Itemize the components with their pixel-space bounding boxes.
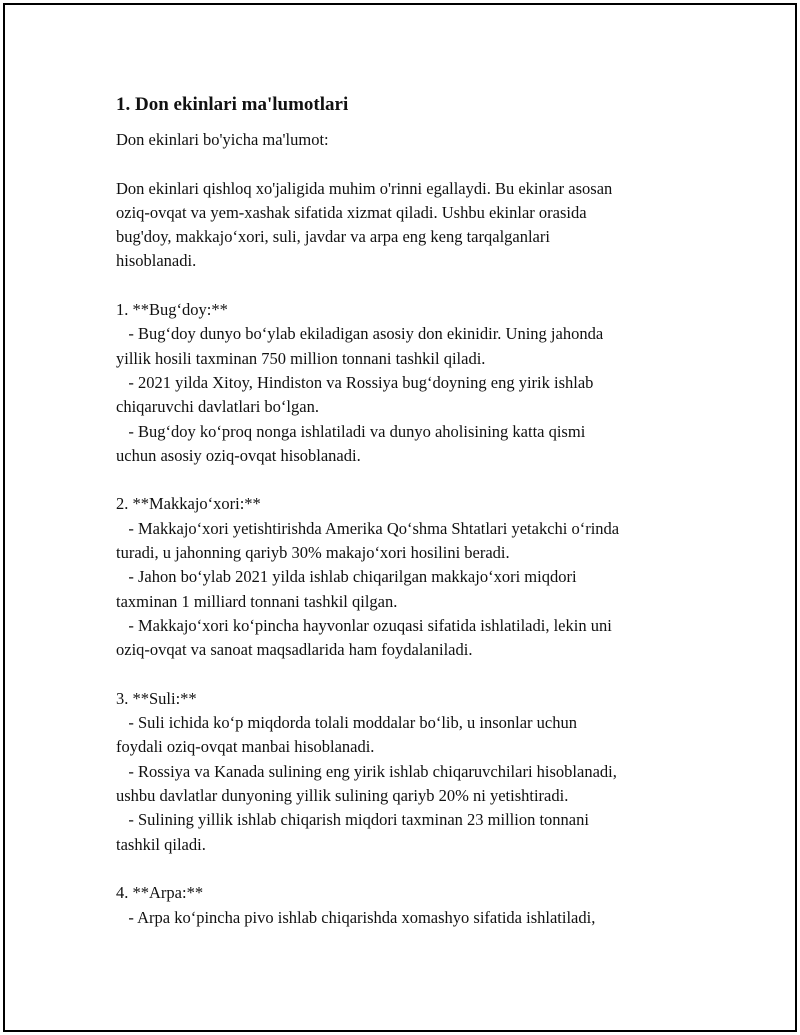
text-line: - Jahon bo‘ylab 2021 yilda ishlab chiqarilgan makkajo‘xori miqdori bbox=[116, 567, 577, 587]
text-line: chiqaruvchi davlatlari bo‘lgan. bbox=[116, 397, 319, 417]
blank-line bbox=[116, 468, 696, 492]
text-line: turadi, u jahonning qariyb 30% makajo‘xori hosilini beradi. bbox=[116, 543, 510, 563]
blank-line bbox=[116, 274, 696, 298]
text-line: hisoblanadi. bbox=[116, 251, 197, 271]
text-line: - Suli ichida ko‘p miqdorda tolali moddalar bo‘lib, u insonlar uchun bbox=[116, 713, 578, 733]
text-line: tashkil qiladi. bbox=[116, 834, 206, 854]
text-line: - 2021 yilda Xitoy, Hindiston va Rossiya bug‘doyning eng yirik ishlab bbox=[116, 372, 594, 392]
text-line: - Sulining yillik ishlab chiqarish miqdori taxminan 23 million tonnani bbox=[116, 810, 589, 830]
blank-line bbox=[116, 663, 696, 687]
text-line: oziq-ovqat va yem-xashak sifatida xizmat qiladi. Ushbu ekinlar orasida bbox=[116, 202, 587, 222]
text-line: Don ekinlari bo'yicha ma'lumot: bbox=[116, 130, 329, 149]
text-line: - Rossiya va Kanada sulining eng yirik ishlab chiqaruvchilari hisoblanadi, bbox=[116, 761, 617, 781]
page-title: 1. Don ekinlari ma'lumotlari bbox=[116, 94, 349, 115]
text-line: yillik hosili taxminan 750 million tonnani tashkil qiladi. bbox=[116, 348, 486, 368]
text-line: - Arpa ko‘pincha pivo ishlab chiqarishda xomashyo sifatida ishlatiladi, bbox=[116, 907, 596, 927]
text-line: uchun asosiy oziq-ovqat hisoblanadi. bbox=[116, 445, 361, 465]
text-line: Don ekinlari qishloq xo'jaligida muhim o'rinni egallaydi. Bu ekinlar asosan bbox=[116, 178, 613, 198]
text-line: - Makkajo‘xori ko‘pincha hayvonlar ozuqasi sifatida ishlatiladi, lekin uni bbox=[116, 615, 612, 635]
text-line: ushbu davlatlar dunyoning yillik sulining qariyb 20% ni yetishtiradi. bbox=[116, 786, 569, 806]
blank-line bbox=[116, 152, 696, 176]
text-line: - Makkajo‘xori yetishtirishda Amerika Qo‘shma Shtatlari yetakchi o‘rinda bbox=[116, 518, 620, 538]
blank-line bbox=[116, 857, 696, 881]
text-line: 3. **Suli:** bbox=[116, 688, 197, 708]
text-line: 2. **Makkajo‘xori:** bbox=[116, 494, 261, 514]
text-line: bug'doy, makkajo‘xori, suli, javdar va arpa eng keng tarqalganlari bbox=[116, 227, 550, 247]
text-line: foydali oziq-ovqat manbai hisoblanadi. bbox=[116, 737, 375, 757]
text-line: 4. **Arpa:** bbox=[116, 883, 204, 903]
text-line: oziq-ovqat va sanoat maqsadlarida ham foydalaniladi. bbox=[116, 640, 473, 660]
text-line: taxminan 1 milliard tonnani tashkil qilgan. bbox=[116, 591, 398, 611]
document-body bbox=[116, 93, 696, 930]
text-line: - Bug‘doy ko‘proq nonga ishlatiladi va dunyo aholisining katta qismi bbox=[116, 421, 586, 441]
text-line: 1. **Bug‘doy:** bbox=[116, 300, 228, 320]
document-text bbox=[116, 128, 696, 930]
text-line: - Bug‘doy dunyo bo‘ylab ekiladigan asosiy don ekinidir. Uning jahonda bbox=[116, 324, 604, 344]
